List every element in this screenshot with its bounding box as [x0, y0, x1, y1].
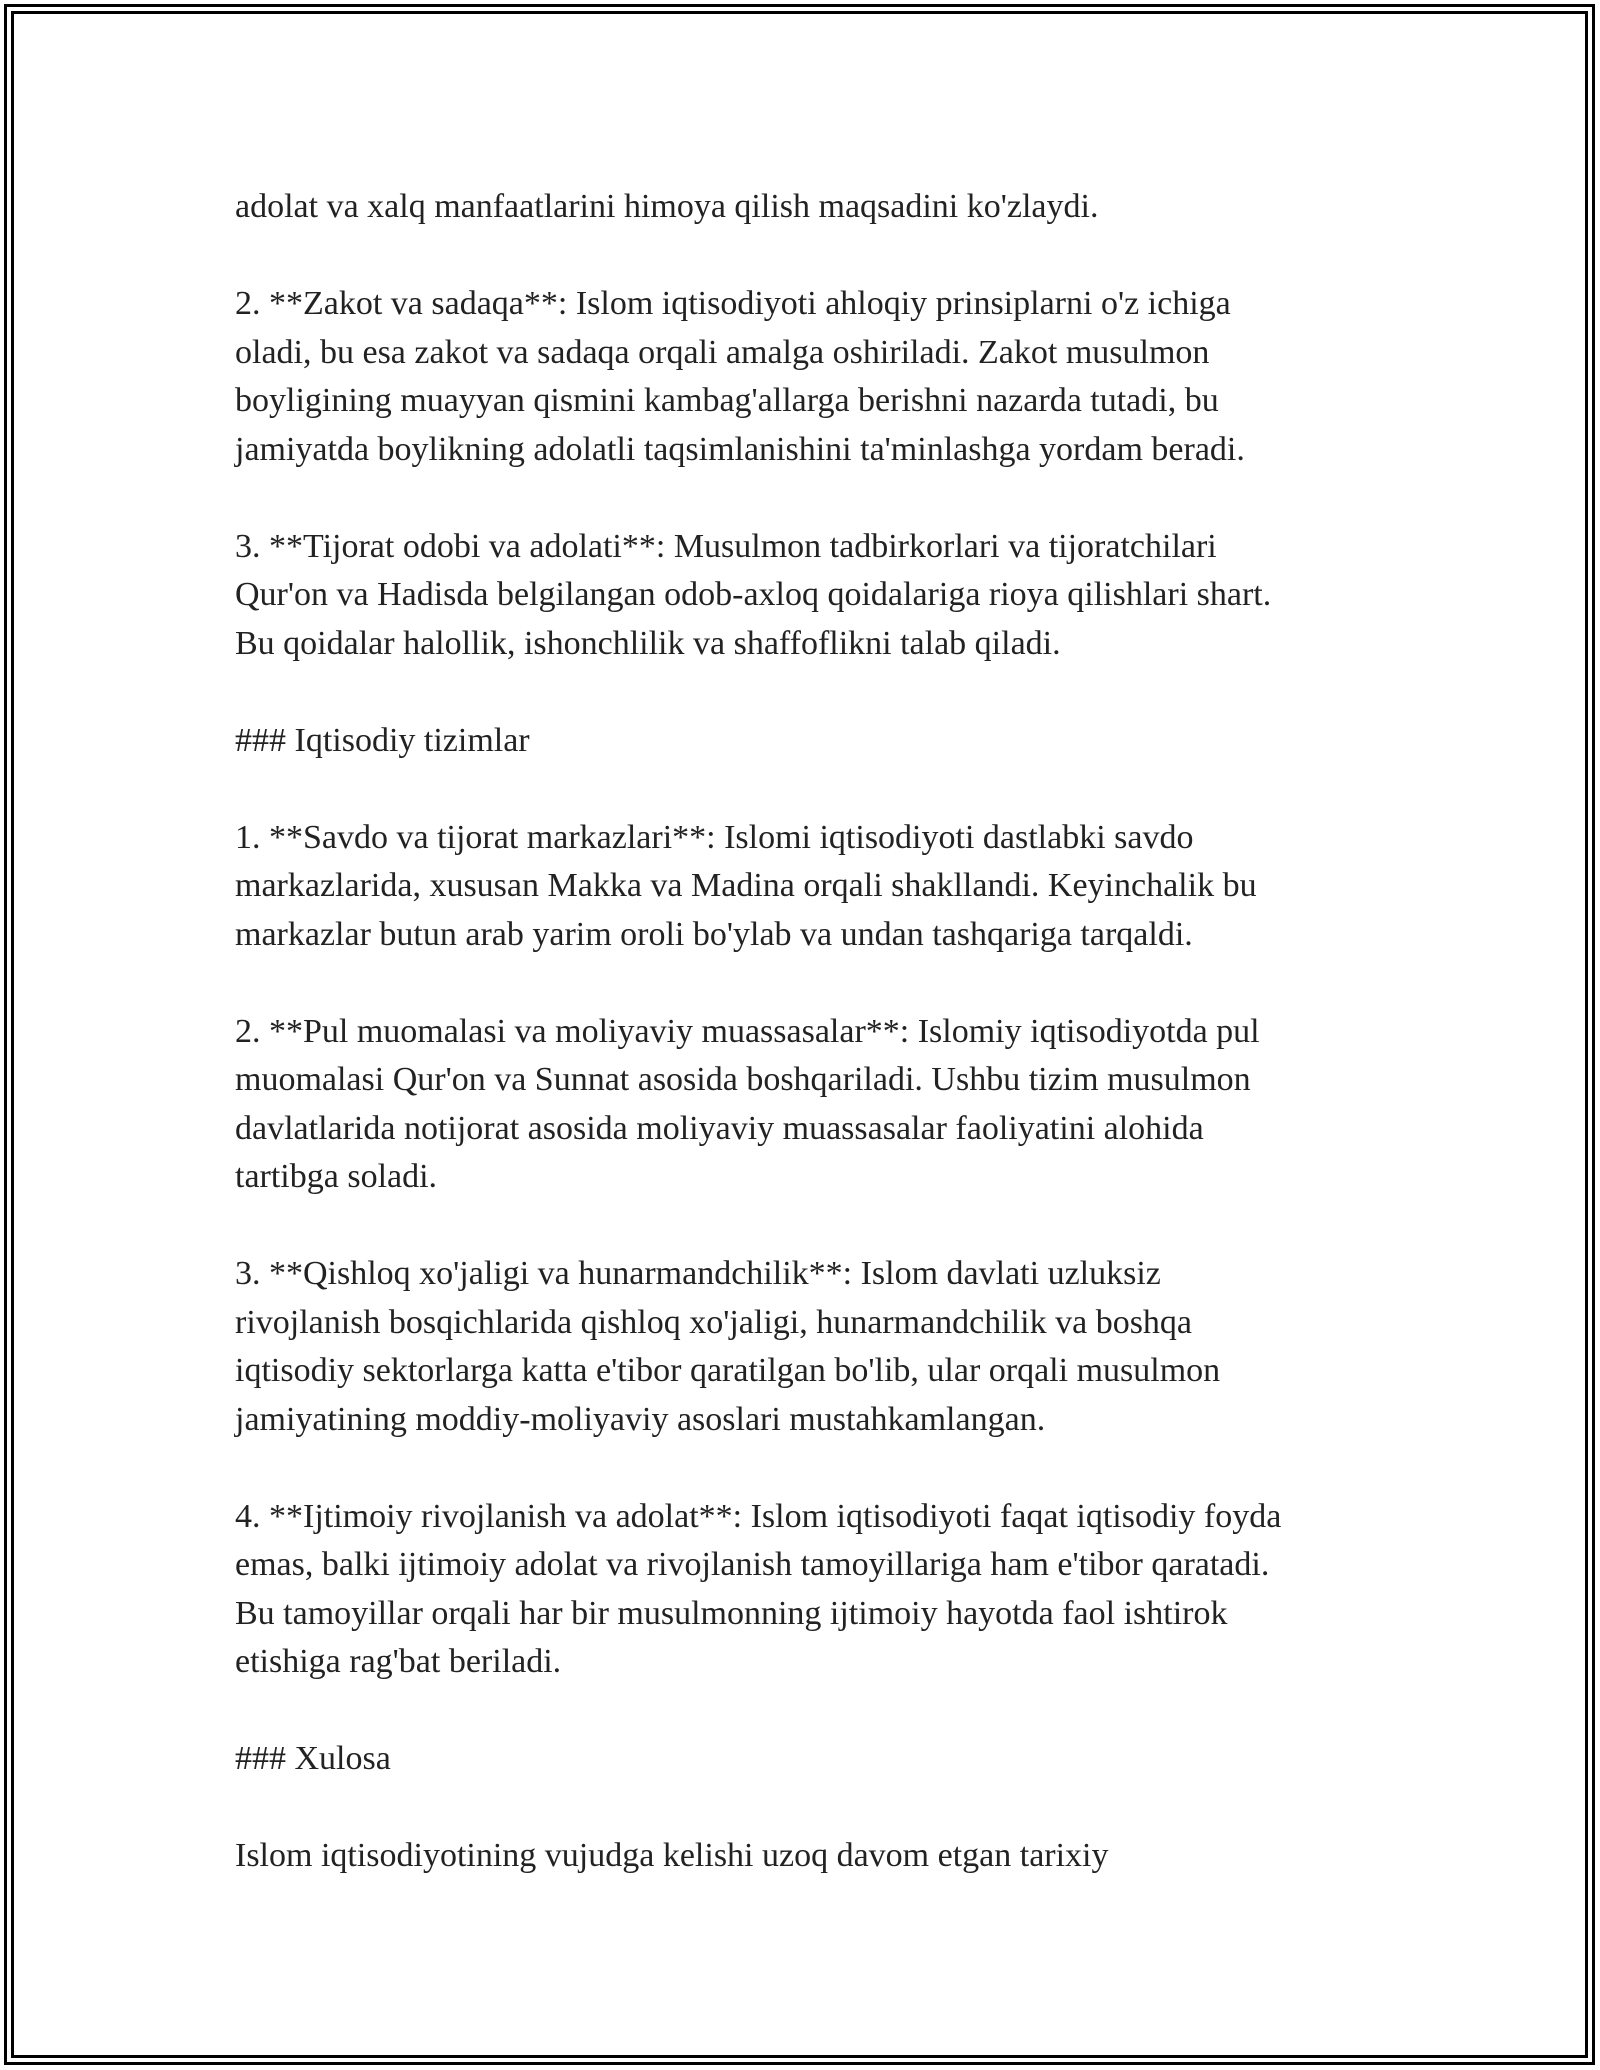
text-line: Qur'on va Hadisda belgilangan odob-axloq qoidalariga rioya qilishlari shart.	[235, 576, 1272, 613]
text-line: adolat va xalq manfaatlarini himoya qilish maqsadini ko'zlaydi.	[235, 188, 1099, 225]
text-line: 4. **Ijtimoiy rivojlanish va adolat**: Islom iqtisodiyoti faqat iqtisodiy foyda	[235, 1497, 1282, 1535]
paragraph-qishloq-xojaligi	[235, 1250, 1395, 1444]
section-heading: ### Xulosa	[235, 1740, 391, 1777]
text-line: oladi, bu esa zakot va sadaqa orqali amalga oshiriladi. Zakot musulmon	[235, 333, 1210, 371]
text-line: boyligining muayyan qismini kambag'allarga berishni nazarda tutadi, bu	[235, 382, 1219, 419]
paragraph-zakot-sadaqa	[235, 280, 1395, 474]
text-line: 2. **Pul muomalasi va moliyaviy muassasalar**: Islomiy iqtisodiyotda pul	[235, 1012, 1260, 1050]
heading-iqtisodiy-tizimlar	[235, 717, 1395, 766]
document-body	[235, 183, 1395, 1929]
paragraph-conclusion	[235, 1832, 1395, 1881]
text-line: Bu tamoyillar orqali har bir musulmonning ijtimoiy hayotda faol ishtirok	[235, 1594, 1228, 1632]
text-line: jamiyatining moddiy-moliyaviy asoslari mustahkamlangan.	[235, 1400, 1046, 1438]
text-line: rivojlanish bosqichlarida qishloq xo'jaligi, hunarmandchilik va boshqa	[235, 1303, 1193, 1341]
text-line: iqtisodiy sektorlarga katta e'tibor qaratilgan bo'lib, ular orqali musulmon	[235, 1352, 1221, 1389]
paragraph-pul-muomalasi	[235, 1008, 1395, 1202]
paragraph-savdo-markazlari	[235, 814, 1395, 960]
text-line: 3. **Tijorat odobi va adolati**: Musulmon tadbirkorlari va tijoratchilari	[235, 527, 1217, 565]
section-heading: ### Iqtisodiy tizimlar	[235, 721, 530, 759]
paragraph-ijtimoiy-rivojlanish	[235, 1493, 1395, 1687]
text-line: davlatlarida notijorat asosida moliyaviy muassasalar faoliyatini alohida	[235, 1109, 1204, 1147]
text-line: 1. **Savdo va tijorat markazlari**: Islomi iqtisodiyoti dastlabki savdo	[235, 818, 1194, 856]
paragraph-intro-continuation	[235, 183, 1395, 232]
paragraph-tijorat-odobi	[235, 523, 1395, 669]
text-line: markazlar butun arab yarim oroli bo'ylab va undan tashqariga tarqaldi.	[235, 915, 1193, 953]
heading-xulosa	[235, 1735, 1395, 1784]
text-line: etishiga rag'bat beriladi.	[235, 1643, 562, 1680]
text-line: 2. **Zakot va sadaqa**: Islom iqtisodiyoti ahloqiy prinsiplarni o'z ichiga	[235, 285, 1231, 322]
text-line: emas, balki ijtimoiy adolat va rivojlanish tamoyillariga ham e'tibor qaratadi.	[235, 1546, 1270, 1583]
text-line: muomalasi Qur'on va Sunnat asosida boshqariladi. Ushbu tizim musulmon	[235, 1061, 1251, 1098]
text-line: 3. **Qishloq xo'jaligi va hunarmandchilik**: Islom davlati uzluksiz	[235, 1255, 1161, 1292]
text-line: Bu qoidalar halollik, ishonchlilik va shaffoflikni talab qiladi.	[235, 624, 1061, 662]
text-line: markazlarida, xususan Makka va Madina orqali shakllandi. Keyinchalik bu	[235, 867, 1257, 904]
text-line: tartibga soladi.	[235, 1158, 438, 1195]
text-line: jamiyatda boylikning adolatli taqsimlanishini ta'minlashga yordam beradi.	[235, 430, 1245, 468]
text-line: Islom iqtisodiyotining vujudga kelishi uzoq davom etgan tarixiy	[235, 1837, 1109, 1874]
